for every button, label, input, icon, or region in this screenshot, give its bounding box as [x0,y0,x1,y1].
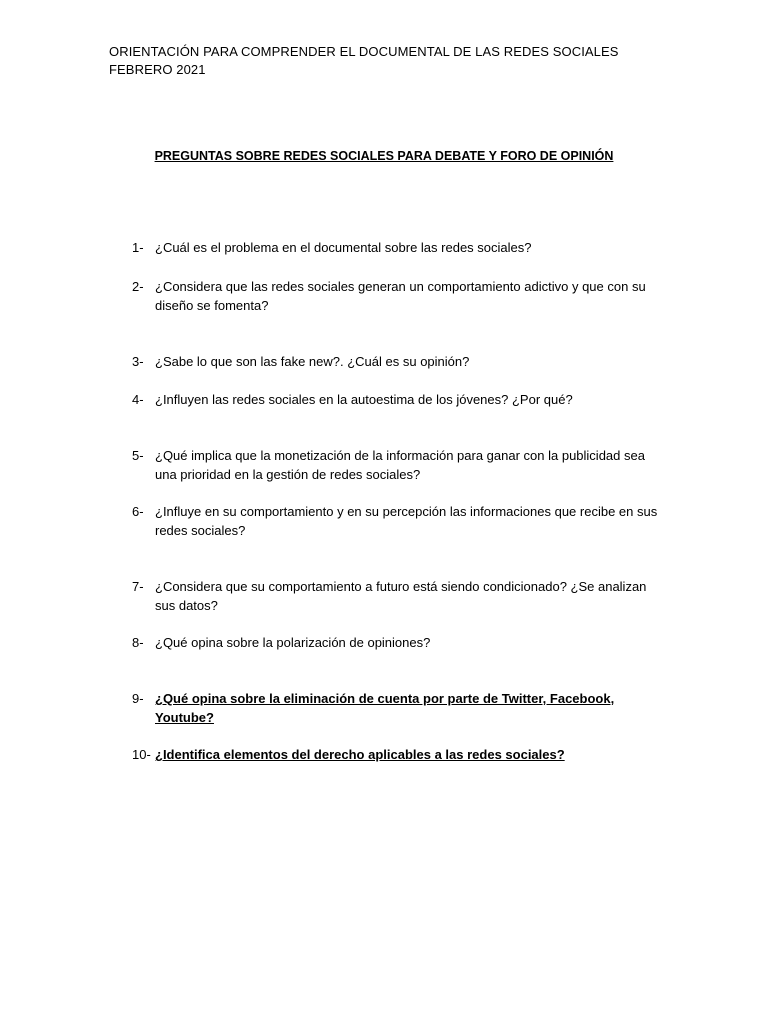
question-number: 3- [132,354,144,369]
header-line-1: ORIENTACIÓN PARA COMPRENDER EL DOCUMENTAL DE LAS REDES SOCIALES [109,44,619,59]
question-number: 4- [132,392,144,407]
question-item-10 [132,746,662,765]
question-text: ¿Identifica elementos del derecho aplicables a las redes sociales? [155,747,565,762]
question-text: ¿Influyen las redes sociales en la autoestima de los jóvenes? ¿Por qué? [155,392,573,407]
question-item-9 [132,690,662,727]
question-number: 8- [132,635,144,650]
question-item-3 [132,353,662,372]
question-text: ¿Cuál es el problema en el documental sobre las redes sociales? [155,240,532,255]
question-text: ¿Sabe lo que son las fake new?. ¿Cuál es su opinión? [155,354,470,369]
question-text: ¿Qué opina sobre la eliminación de cuenta por parte de Twitter, Facebook, Youtube? [155,691,615,725]
question-text: ¿Considera que las redes sociales generan un comportamiento adictivo y que con su diseño se fomenta? [155,279,646,313]
question-item-2 [132,278,662,315]
document-title: PREGUNTAS SOBRE REDES SOCIALES PARA DEBATE Y FORO DE OPINIÓN [154,149,614,163]
question-number: 2- [132,279,144,294]
question-number: 5- [132,448,144,463]
question-number: 1- [132,240,144,255]
question-number: 9- [132,691,144,706]
header-line-2: FEBRERO 2021 [109,62,206,77]
question-text: ¿Influye en su comportamiento y en su percepción las informaciones que recibe en sus redes sociales? [155,504,658,538]
question-item-8 [132,634,662,653]
question-item-7 [132,578,662,615]
question-number: 7- [132,579,144,594]
question-number: 10- [132,747,151,762]
question-number: 6- [132,504,144,519]
question-item-5 [132,447,662,484]
question-item-4 [132,391,662,410]
question-item-6 [132,503,662,540]
question-text: ¿Qué opina sobre la polarización de opiniones? [155,635,431,650]
question-text: ¿Qué implica que la monetización de la información para ganar con la publicidad sea una prioridad en la gestión de redes sociales? [155,448,645,482]
question-text: ¿Considera que su comportamiento a futuro está siendo condicionado? ¿Se analizan sus datos? [155,579,647,613]
question-item-1 [132,239,662,258]
